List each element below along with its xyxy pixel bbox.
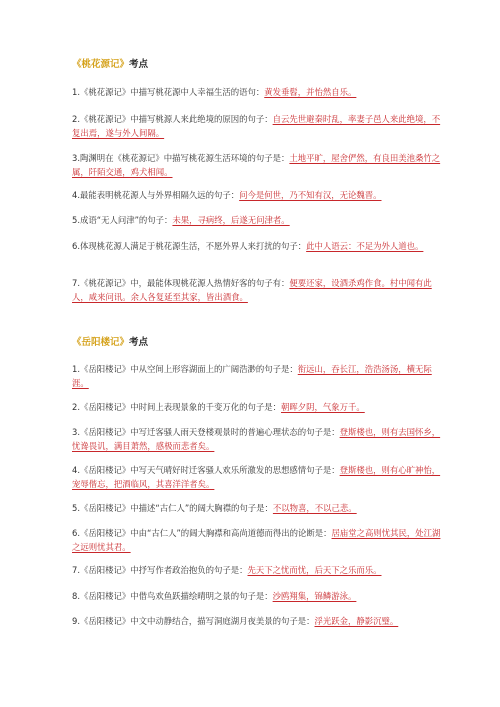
question-text: 9.《岳阳楼记》中文中动静结合，描写洞庭湖月夜美景的句子是：	[72, 616, 315, 626]
question-text: 6.《岳阳楼记》中由“古仁人”的阔大胸襟和高尚道德而得出的论断是：	[72, 528, 332, 538]
question-text: 8.《岳阳楼记》中借鸟欢鱼跃描绘晴明之景的句子是：	[72, 591, 273, 601]
list-item	[72, 590, 442, 604]
question-text: 2.《岳阳楼记》中时间上表现景象的千变万化的句子是：	[72, 402, 281, 412]
question-text: 6.体现桃花源人满足于桃花源生活，不愿外界人来打扰的句子：	[72, 241, 307, 251]
answer-text: 登斯楼也，则有去国怀乡，忧谗畏讥，满目萧然，感极而悲者矣。	[72, 427, 441, 451]
answer-text: 此中人语云：不足为外人道也。	[306, 241, 424, 251]
question-text: 4.最能表明桃花源人与外界相隔久远的句子：	[72, 190, 240, 200]
answer-text: 土地平旷，屋舍俨然，有良田美池桑竹之属，阡陌交通，鸡犬相闻。	[72, 153, 441, 177]
section-title-rest: 考点	[129, 337, 149, 348]
question-text: 3.陶渊明在《桃花源记》中描写桃花源生活环境的句子是：	[72, 153, 290, 163]
answer-text: 不以物喜，不以己悲。	[272, 503, 357, 513]
answer-text: 沙鸥翔集，锦鳞游泳。	[272, 591, 357, 601]
question-text: 1.《桃花源记》中描写桃花源中人幸福生活的语句：	[72, 87, 265, 97]
list-item	[72, 277, 442, 304]
section-taohuayuan	[72, 58, 442, 72]
list-item	[72, 426, 442, 453]
list-item	[72, 564, 442, 578]
list-item	[72, 214, 442, 228]
list-item	[72, 189, 442, 203]
answer-text: 朝晖夕阴，气象万千。	[281, 402, 365, 412]
question-text: 2.《桃花源记》中描写桃源人来此绝境的原因的句子：	[72, 114, 273, 124]
list-item	[72, 502, 442, 516]
section-title-rest: 考点	[129, 59, 149, 70]
question-text: 4.《岳阳楼记》中写天气晴好时迁客骚人欢乐所激发的思想感情句子是：	[72, 465, 340, 475]
list-item	[72, 615, 442, 629]
question-text: 7.《桃花源记》中，最能体现桃花源人热情好客的句子有：	[72, 278, 290, 288]
question-text: 5.《岳阳楼记》中描述“古仁人”的阔大胸襟的句子是：	[72, 503, 273, 513]
answer-text: 登斯楼也，则有心旷神怡，宠辱偕忘，把酒临风，其喜洋洋者矣。	[72, 465, 441, 489]
list-item	[72, 401, 442, 415]
list-item	[72, 527, 442, 554]
answer-text: 便要还家，设酒杀鸡作食。村中闻有此人，咸来问讯。余人各复延至其家，皆出酒食。	[72, 278, 432, 302]
answer-text: 未果，寻病终，后遂无问津者。	[172, 215, 290, 225]
section-title	[72, 58, 442, 72]
list-item	[72, 113, 442, 140]
list-item	[72, 152, 442, 179]
answer-text: 自云先世避秦时乱，率妻子邑人来此绝境，不复出焉，遂与外人间隔。	[72, 114, 441, 138]
list-item	[72, 464, 442, 491]
answer-text: 先天下之忧而忧，后天下之乐而乐。	[247, 565, 382, 575]
question-text: 5.成语“无人问津”的句子：	[72, 215, 173, 225]
section-title-book: 《桃花源记》	[72, 59, 130, 70]
answer-text: 居庙堂之高则忧其民，处江湖之远则忧其君。	[72, 528, 441, 552]
answer-text: 黄发垂髫，并怡然自乐。	[264, 87, 357, 97]
question-text: 1.《岳阳楼记》中从空间上形容湖面上的广阔浩渺的句子是：	[72, 364, 298, 374]
list-item	[72, 363, 442, 390]
answer-text: 浮光跃金，静影沉璧。	[314, 616, 399, 626]
answer-text: 问今是何世，乃不知有汉，无论魏晋。	[239, 190, 382, 200]
section-yueyanglou	[72, 336, 442, 350]
section-title	[72, 336, 442, 350]
question-text: 3.《岳阳楼记》中写迁客骚人雨天登楼观景时的普遍心理状态的句子是：	[72, 427, 340, 437]
answer-text: 衔远山，吞长江，浩浩汤汤，横无际涯。	[72, 364, 432, 388]
list-item	[72, 86, 442, 100]
question-text: 7.《岳阳楼记》中抒写作者政治抱负的句子是：	[72, 565, 248, 575]
list-item	[72, 240, 442, 254]
section-title-book: 《岳阳楼记》	[72, 337, 130, 348]
